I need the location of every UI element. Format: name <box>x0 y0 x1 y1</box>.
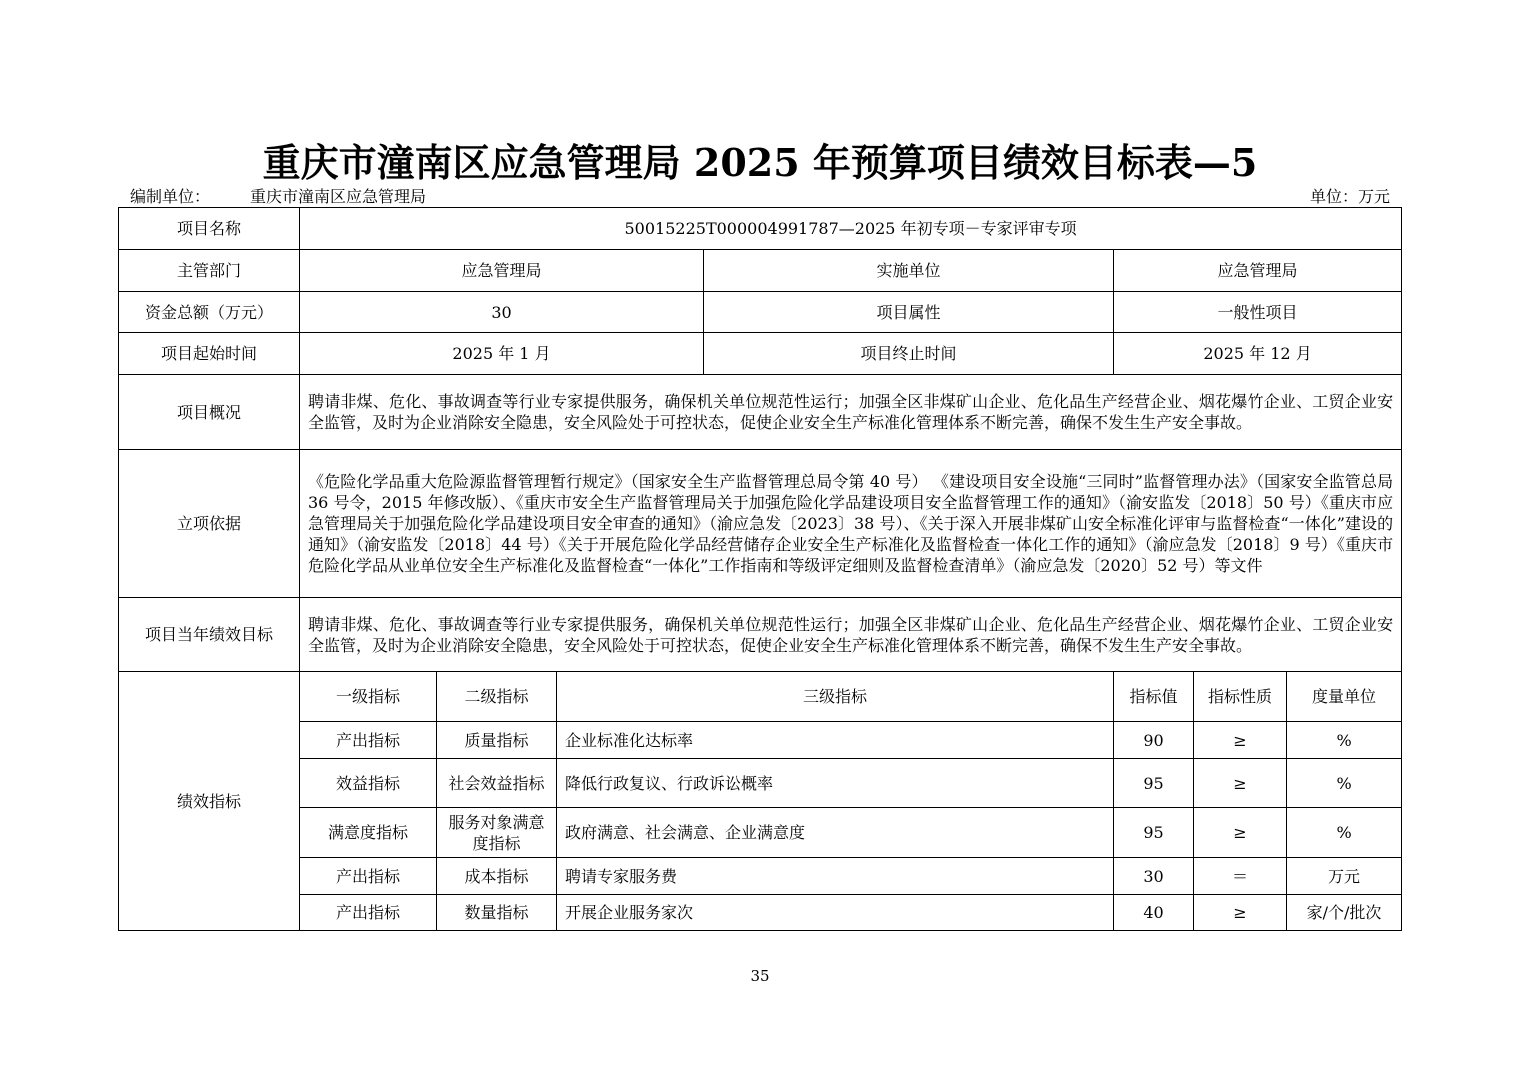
indicator-level2: 社会效益指标 <box>437 759 557 808</box>
header-level1: 一级指标 <box>300 672 437 722</box>
table-row <box>119 858 1402 895</box>
currency-unit: 单位：万元 <box>1309 187 1390 206</box>
indicator-level1: 满意度指标 <box>300 808 437 858</box>
row-period <box>119 333 1402 375</box>
start-value: 2025 年 1 月 <box>300 333 704 375</box>
row-overview <box>119 375 1402 450</box>
indicator-unit: % <box>1287 722 1402 759</box>
impl-value: 应急管理局 <box>1114 250 1402 292</box>
indicator-level3: 降低行政复议、行政诉讼概率 <box>557 759 1114 808</box>
end-value: 2025 年 12 月 <box>1114 333 1402 375</box>
page-title: 重庆市潼南区应急管理局 2025 年预算项目绩效目标表—5 <box>262 140 1258 185</box>
indicator-value: 95 <box>1114 808 1194 858</box>
indicator-unit: 家/个/批次 <box>1287 895 1402 931</box>
row-department <box>119 250 1402 292</box>
indicator-nature: ≥ <box>1194 722 1287 759</box>
indicator-level1: 产出指标 <box>300 895 437 931</box>
fund-value: 30 <box>300 292 704 333</box>
indicator-level2: 成本指标 <box>437 858 557 895</box>
performance-table <box>118 207 1402 931</box>
indicator-level1: 产出指标 <box>300 858 437 895</box>
indicator-level3: 政府满意、社会满意、企业满意度 <box>557 808 1114 858</box>
indicator-level2: 质量指标 <box>437 722 557 759</box>
indicator-level2: 服务对象满意度指标 <box>437 808 557 858</box>
header-nature: 指标性质 <box>1194 672 1287 722</box>
indicator-level3: 开展企业服务家次 <box>557 895 1114 931</box>
dept-value: 应急管理局 <box>300 250 704 292</box>
row-goal <box>119 598 1402 672</box>
basis-label: 立项依据 <box>119 450 300 598</box>
header-unit: 度量单位 <box>1287 672 1402 722</box>
goal-value: 聘请非煤、危化、事故调查等行业专家提供服务，确保机关单位规范性运行；加强全区非煤矿山企业、危化品生产经营企业、烟花爆竹企业、工贸企业安全监管，及时为企业消除安全隐患，安全风险处于可控状态，促使企业安全生产标准化管理体系不断完善，确保不发生生产安全事故。 <box>300 598 1402 672</box>
indicator-value: 30 <box>1114 858 1194 895</box>
attr-label: 项目属性 <box>704 292 1114 333</box>
indicator-level1: 产出指标 <box>300 722 437 759</box>
compiling-unit <box>130 184 426 207</box>
overview-value: 聘请非煤、危化、事故调查等行业专家提供服务，确保机关单位规范性运行；加强全区非煤矿山企业、危化品生产经营企业、烟花爆竹企业、工贸企业安全监管，及时为企业消除安全隐患，安全风险处于可控状态，促使企业安全生产标准化管理体系不断完善，确保不发生生产安全事故。 <box>300 375 1402 450</box>
end-label: 项目终止时间 <box>704 333 1114 375</box>
project-name-label: 项目名称 <box>119 208 300 250</box>
impl-label: 实施单位 <box>704 250 1114 292</box>
attr-value: 一般性项目 <box>1114 292 1402 333</box>
fund-label: 资金总额（万元） <box>119 292 300 333</box>
overview-label: 项目概况 <box>119 375 300 450</box>
indicator-nature: ≥ <box>1194 895 1287 931</box>
indicator-level3: 企业标准化达标率 <box>557 722 1114 759</box>
indicator-value: 95 <box>1114 759 1194 808</box>
header-level2: 二级指标 <box>437 672 557 722</box>
header-level3: 三级指标 <box>557 672 1114 722</box>
basis-value: 《危险化学品重大危险源监督管理暂行规定》（国家安全生产监督管理总局令第 40 号） 《建设项目安全设施“三同时”监督管理办法》（国家安全监管总局 36 号令，2015 年修改版）、《重庆市安全生产监督管理局关于加强危险化学品建设项目安全监督管理工作的通知》（渝安监发〔2018〕50 号）《重庆市应急管理局关于加强危险化学品建设项目安全审查的通知》（渝应急发〔2023〕38 号）、《关于深入开展非煤矿山安全标准化评审与监督检查“一体化”建设的通知》（渝安监发〔2018〕44 号）《关于开展危险化学品经营储存企业安全生产标准化及监督检查一体化工作的通知》（渝应急发〔2018〕9 号）《重庆市危险化学品从业单位安全生产标准化及监督检查“一体化”工作指南和等级评定细则及监督检查清单》（渝应急发〔2020〕52 号）等文件 <box>300 450 1402 598</box>
compiling-unit-label: 编制单位： <box>130 187 211 206</box>
table-row <box>119 808 1402 858</box>
dept-label: 主管部门 <box>119 250 300 292</box>
indicator-unit: 万元 <box>1287 858 1402 895</box>
indicators-section-label: 绩效指标 <box>119 672 300 931</box>
indicator-unit: % <box>1287 759 1402 808</box>
row-basis <box>119 450 1402 598</box>
table-row <box>119 895 1402 931</box>
indicator-level1: 效益指标 <box>300 759 437 808</box>
indicator-header-row <box>119 672 1402 722</box>
goal-label: 项目当年绩效目标 <box>119 598 300 672</box>
table-row <box>119 722 1402 759</box>
indicator-level3: 聘请专家服务费 <box>557 858 1114 895</box>
indicator-value: 90 <box>1114 722 1194 759</box>
compiling-unit-value: 重庆市潼南区应急管理局 <box>250 187 427 206</box>
indicator-value: 40 <box>1114 895 1194 931</box>
row-project-name <box>119 208 1402 250</box>
project-name-value: 50015225T000004991787—2025 年初专项－专家评审专项 <box>300 208 1402 250</box>
start-label: 项目起始时间 <box>119 333 300 375</box>
header-value: 指标值 <box>1114 672 1194 722</box>
indicator-unit: % <box>1287 808 1402 858</box>
page-number: 35 <box>750 967 770 985</box>
row-fund <box>119 292 1402 333</box>
table-row <box>119 759 1402 808</box>
indicator-nature: ≥ <box>1194 808 1287 858</box>
indicator-nature: ＝ <box>1194 858 1287 895</box>
indicator-level2: 数量指标 <box>437 895 557 931</box>
indicator-nature: ≥ <box>1194 759 1287 808</box>
